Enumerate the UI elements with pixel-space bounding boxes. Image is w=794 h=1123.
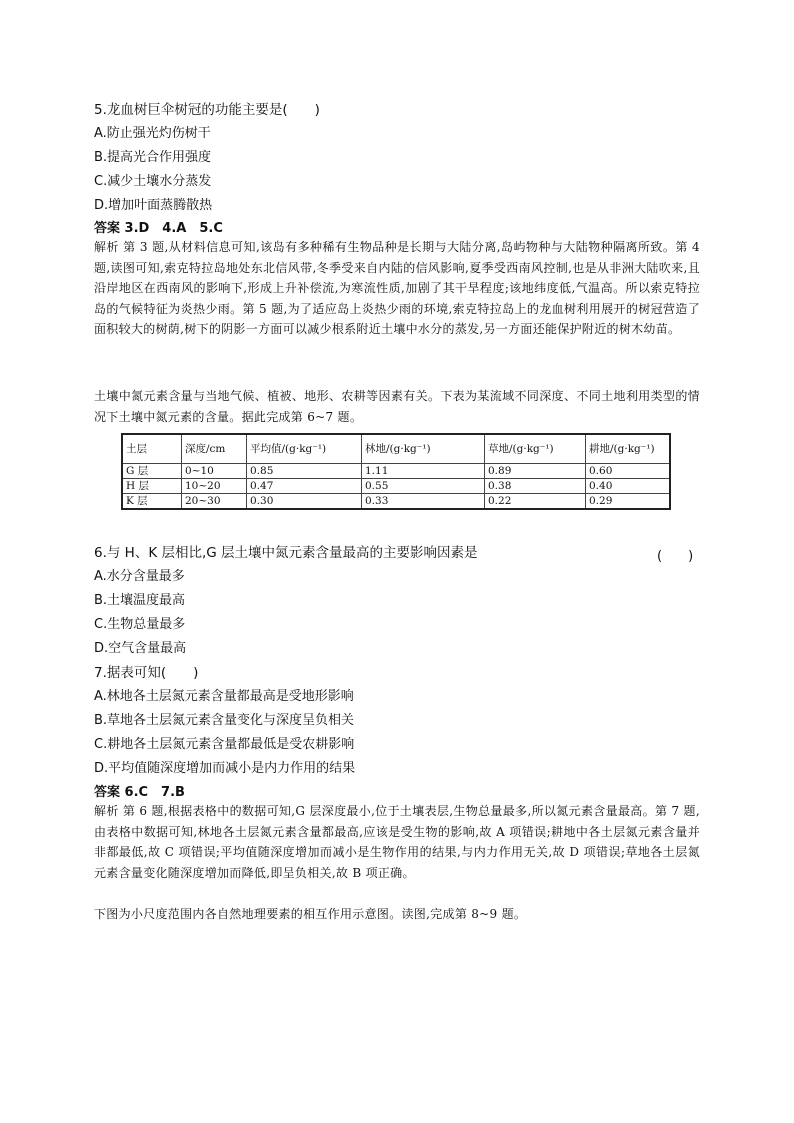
table-header-row bbox=[122, 434, 670, 464]
intro-8-9: 下图为小尺度范围内各自然地理要素的相互作用示意图。读图,完成第 8~9 题。 bbox=[94, 907, 527, 921]
table-cell: 20~30 bbox=[182, 494, 247, 510]
table-cell: 0.29 bbox=[586, 494, 671, 510]
table-cell: 0.38 bbox=[485, 479, 586, 494]
question-7-option-a: A.林地各土层氮元素含量都最高是受地形影响 bbox=[94, 689, 354, 704]
question-5-option-b: B.提高光合作用强度 bbox=[94, 150, 212, 165]
question-7-stem: 7.据表可知( ) bbox=[94, 665, 199, 681]
question-6-option-d: D.空气含量最高 bbox=[94, 641, 187, 656]
table-cell: 1.11 bbox=[362, 464, 485, 479]
table-cell: 0.47 bbox=[247, 479, 362, 494]
question-5-option-d: D.增加叶面蒸腾散热 bbox=[94, 198, 213, 213]
table-cell: 0.55 bbox=[362, 479, 485, 494]
table-cell: 0.60 bbox=[586, 464, 671, 479]
table-header-cell: 林地/(g·kg⁻¹) bbox=[362, 434, 485, 464]
table-header-cell: 耕地/(g·kg⁻¹) bbox=[586, 434, 671, 464]
table-row bbox=[122, 494, 670, 510]
table-row bbox=[122, 464, 670, 479]
table-cell: H 层 bbox=[122, 479, 182, 494]
soil-nitrogen-table bbox=[121, 433, 671, 510]
question-6-option-a: A.水分含量最多 bbox=[94, 569, 185, 584]
question-6-answer-paren: ( ) bbox=[657, 549, 694, 564]
table-header-cell: 土层 bbox=[122, 434, 182, 464]
table-cell: 0.22 bbox=[485, 494, 586, 510]
question-7-option-b: B.草地各土层氮元素含量变化与深度呈负相关 bbox=[94, 713, 355, 728]
question-6-option-b: B.土壤温度最高 bbox=[94, 593, 186, 608]
question-6-stem: 6.与 H、K 层相比,G 层土壤中氮元素含量最高的主要影响因素是 bbox=[94, 545, 478, 561]
question-6-option-c: C.生物总量最多 bbox=[94, 617, 186, 632]
table-row bbox=[122, 479, 670, 494]
question-7-option-c: C.耕地各土层氮元素含量都最低是受农耕影响 bbox=[94, 737, 355, 752]
table-cell: 0.85 bbox=[247, 464, 362, 479]
explanation-3-5: 解析 第 3 题,从材料信息可知,该岛有多种稀有生物品种是长期与大陆分离,岛屿物种与大陆物种隔离所致。第 4 题,读图可知,索克特拉岛地处东北信风带,冬季受来自内陆的信风影响,夏季受西南风控制,也是从非洲大陆吹来,且沿岸地区在西南风的影响下,形成上升补偿流,为寒流性质,加剧了其干旱程度;该地纬度低,气温高。所以索克特拉岛的气候特征为炎热少雨。第 5 题,为了适应岛上炎热少雨的环境,索克特拉岛上的龙血树利用展开的树冠营造了面积较大的树荫,树下的阴影一方面可以减少根系附近土壤中水分的蒸发,另一方面还能保护附近的树木幼苗。 bbox=[94, 240, 700, 336]
question-5-option-a: A.防止强光灼伤树干 bbox=[94, 126, 211, 141]
question-7-option-d: D.平均值随深度增加而减小是内力作用的结果 bbox=[94, 761, 356, 776]
table-cell: 0.40 bbox=[586, 479, 671, 494]
table-cell: 10~20 bbox=[182, 479, 247, 494]
answer-3-5: 答案 3.D 4.A 5.C bbox=[94, 221, 223, 236]
table-header-cell: 草地/(g·kg⁻¹) bbox=[485, 434, 586, 464]
intro-6-7: 土壤中氮元素含量与当地气候、植被、地形、农耕等因素有关。下表为某流域不同深度、不同土地利用类型的情况下土壤中氮元素的含量。据此完成第 6~7 题。 bbox=[94, 389, 700, 424]
table-cell: 0.89 bbox=[485, 464, 586, 479]
table-cell: 0~10 bbox=[182, 464, 247, 479]
question-5-stem: 5.龙血树巨伞树冠的功能主要是( ) bbox=[94, 102, 320, 118]
answer-6-7: 答案 6.C 7.B bbox=[94, 785, 185, 800]
explanation-6-7: 解析 第 6 题,根据表格中的数据可知,G 层深度最小,位于土壤表层,生物总量最多,所以氮元素含量最高。第 7 题,由表格中数据可知,林地各土层氮元素含量都最高,应该是受生物的影响,故 A 项错误;耕地中各土层氮元素含量并非都最低,故 C 项错误;平均值随深度增加而减小是生物作用的结果,与内力作用无关,故 D 项错误;草地各土层氮元素含量变化随深度增加而降低,即呈负相关,故 B 项正确。 bbox=[94, 804, 700, 880]
table-header-cell: 深度/cm bbox=[182, 434, 247, 464]
table-cell: 0.33 bbox=[362, 494, 485, 510]
table-header-cell: 平均值/(g·kg⁻¹) bbox=[247, 434, 362, 464]
question-5-option-c: C.减少土壤水分蒸发 bbox=[94, 174, 212, 189]
table-cell: K 层 bbox=[122, 494, 182, 510]
table-cell: G 层 bbox=[122, 464, 182, 479]
table-cell: 0.30 bbox=[247, 494, 362, 510]
